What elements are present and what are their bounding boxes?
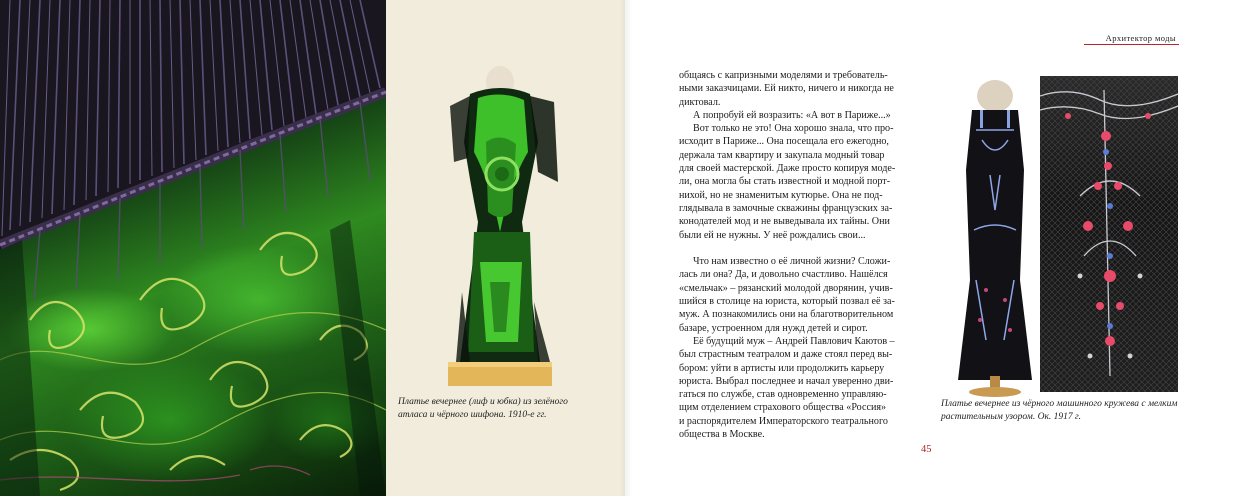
body-text	[679, 69, 933, 441]
book-gutter	[620, 0, 632, 496]
paragraph-gap	[679, 242, 933, 255]
right-photo-caption: Платье вечернее из чёрного машинного кружева с мелким растительным узором. Ок. 1917 г.	[941, 399, 1178, 422]
lace-detail-photo	[1040, 76, 1178, 392]
body-line: гаться по службе, став одновременно управляю-	[679, 389, 887, 401]
body-line: муж. А познакомились они на благотворительном	[679, 309, 894, 321]
green-dress-illustration	[430, 62, 580, 392]
body-line: был страстным театралом и даже стоял перед вы-	[679, 349, 893, 361]
body-line: диктовал.	[679, 96, 721, 108]
body-line: «смельчак» – рязанский молодой дворянин, учив-	[679, 282, 893, 294]
fabric-pattern	[0, 0, 386, 496]
fabric-detail-photo	[0, 0, 386, 496]
body-line: базаре, устроенном для нужд детей и сирот.	[679, 322, 868, 334]
body-line: и распорядителем Императорского театрального	[679, 415, 888, 427]
body-line: шийся в столице на юриста, который позвал её за-	[679, 296, 895, 308]
left-photo-caption: Платье вечернее (лиф и юбка) из зелёного атласа и чёрного шифона. 1910-е гг.	[398, 397, 568, 420]
body-line: для своей мастерской. Даже просто копируя моде-	[679, 163, 896, 175]
body-line: лась ли она? Да, и довольно счастливо. Нашёлся	[679, 269, 888, 281]
lace-pattern	[1040, 76, 1178, 392]
body-line: конодателей мод и не выведывала их тайны. Они	[679, 216, 890, 228]
body-line: глядывала в замочные скважины французских за-	[679, 202, 893, 214]
body-line: держала там квартиру и закупала модный товар	[679, 149, 885, 161]
black-lace-dress-photo	[950, 80, 1040, 400]
body-line: были ей не нужны. У неё рождались свои...	[679, 229, 866, 241]
body-line: Её будущий муж – Андрей Павлович Каютов –	[693, 335, 895, 347]
body-line: общества в Москве.	[679, 429, 765, 441]
body-line: юриста. Выбрал последнее и начал уверенно дви-	[679, 375, 894, 387]
running-head: Архитектор моды	[1105, 33, 1176, 43]
body-line: нихой, но не знаменитым кутюрье. Она не под-	[679, 189, 883, 201]
body-line: А попробуй ей возразить: «А вот в Париже...»	[693, 109, 891, 121]
black-dress-illustration	[950, 80, 1040, 400]
running-head-rule	[1084, 44, 1179, 45]
page-number: 45	[921, 444, 932, 455]
body-line: бором: уйти в артисты или продолжить карьеру	[679, 362, 885, 374]
body-line: исходит в Париже... Она посещала его ежегодно,	[679, 136, 889, 148]
green-evening-dress-photo	[430, 62, 580, 392]
body-line: общаясь с капризными моделями и требователь-	[679, 70, 888, 81]
right-page	[625, 0, 1247, 496]
body-line: ли, она могла бы стать известной и модной порт-	[679, 176, 891, 188]
body-line: ными заказчицами. Ей никто, ничего и никогда не	[679, 83, 894, 95]
body-line: Что нам известно о её личной жизни? Сложи-	[693, 256, 891, 268]
body-line: щим отделением страхового общества «Россия»	[679, 402, 887, 414]
body-line: Вот только не это! Она хорошо знала, что про-	[693, 123, 894, 135]
